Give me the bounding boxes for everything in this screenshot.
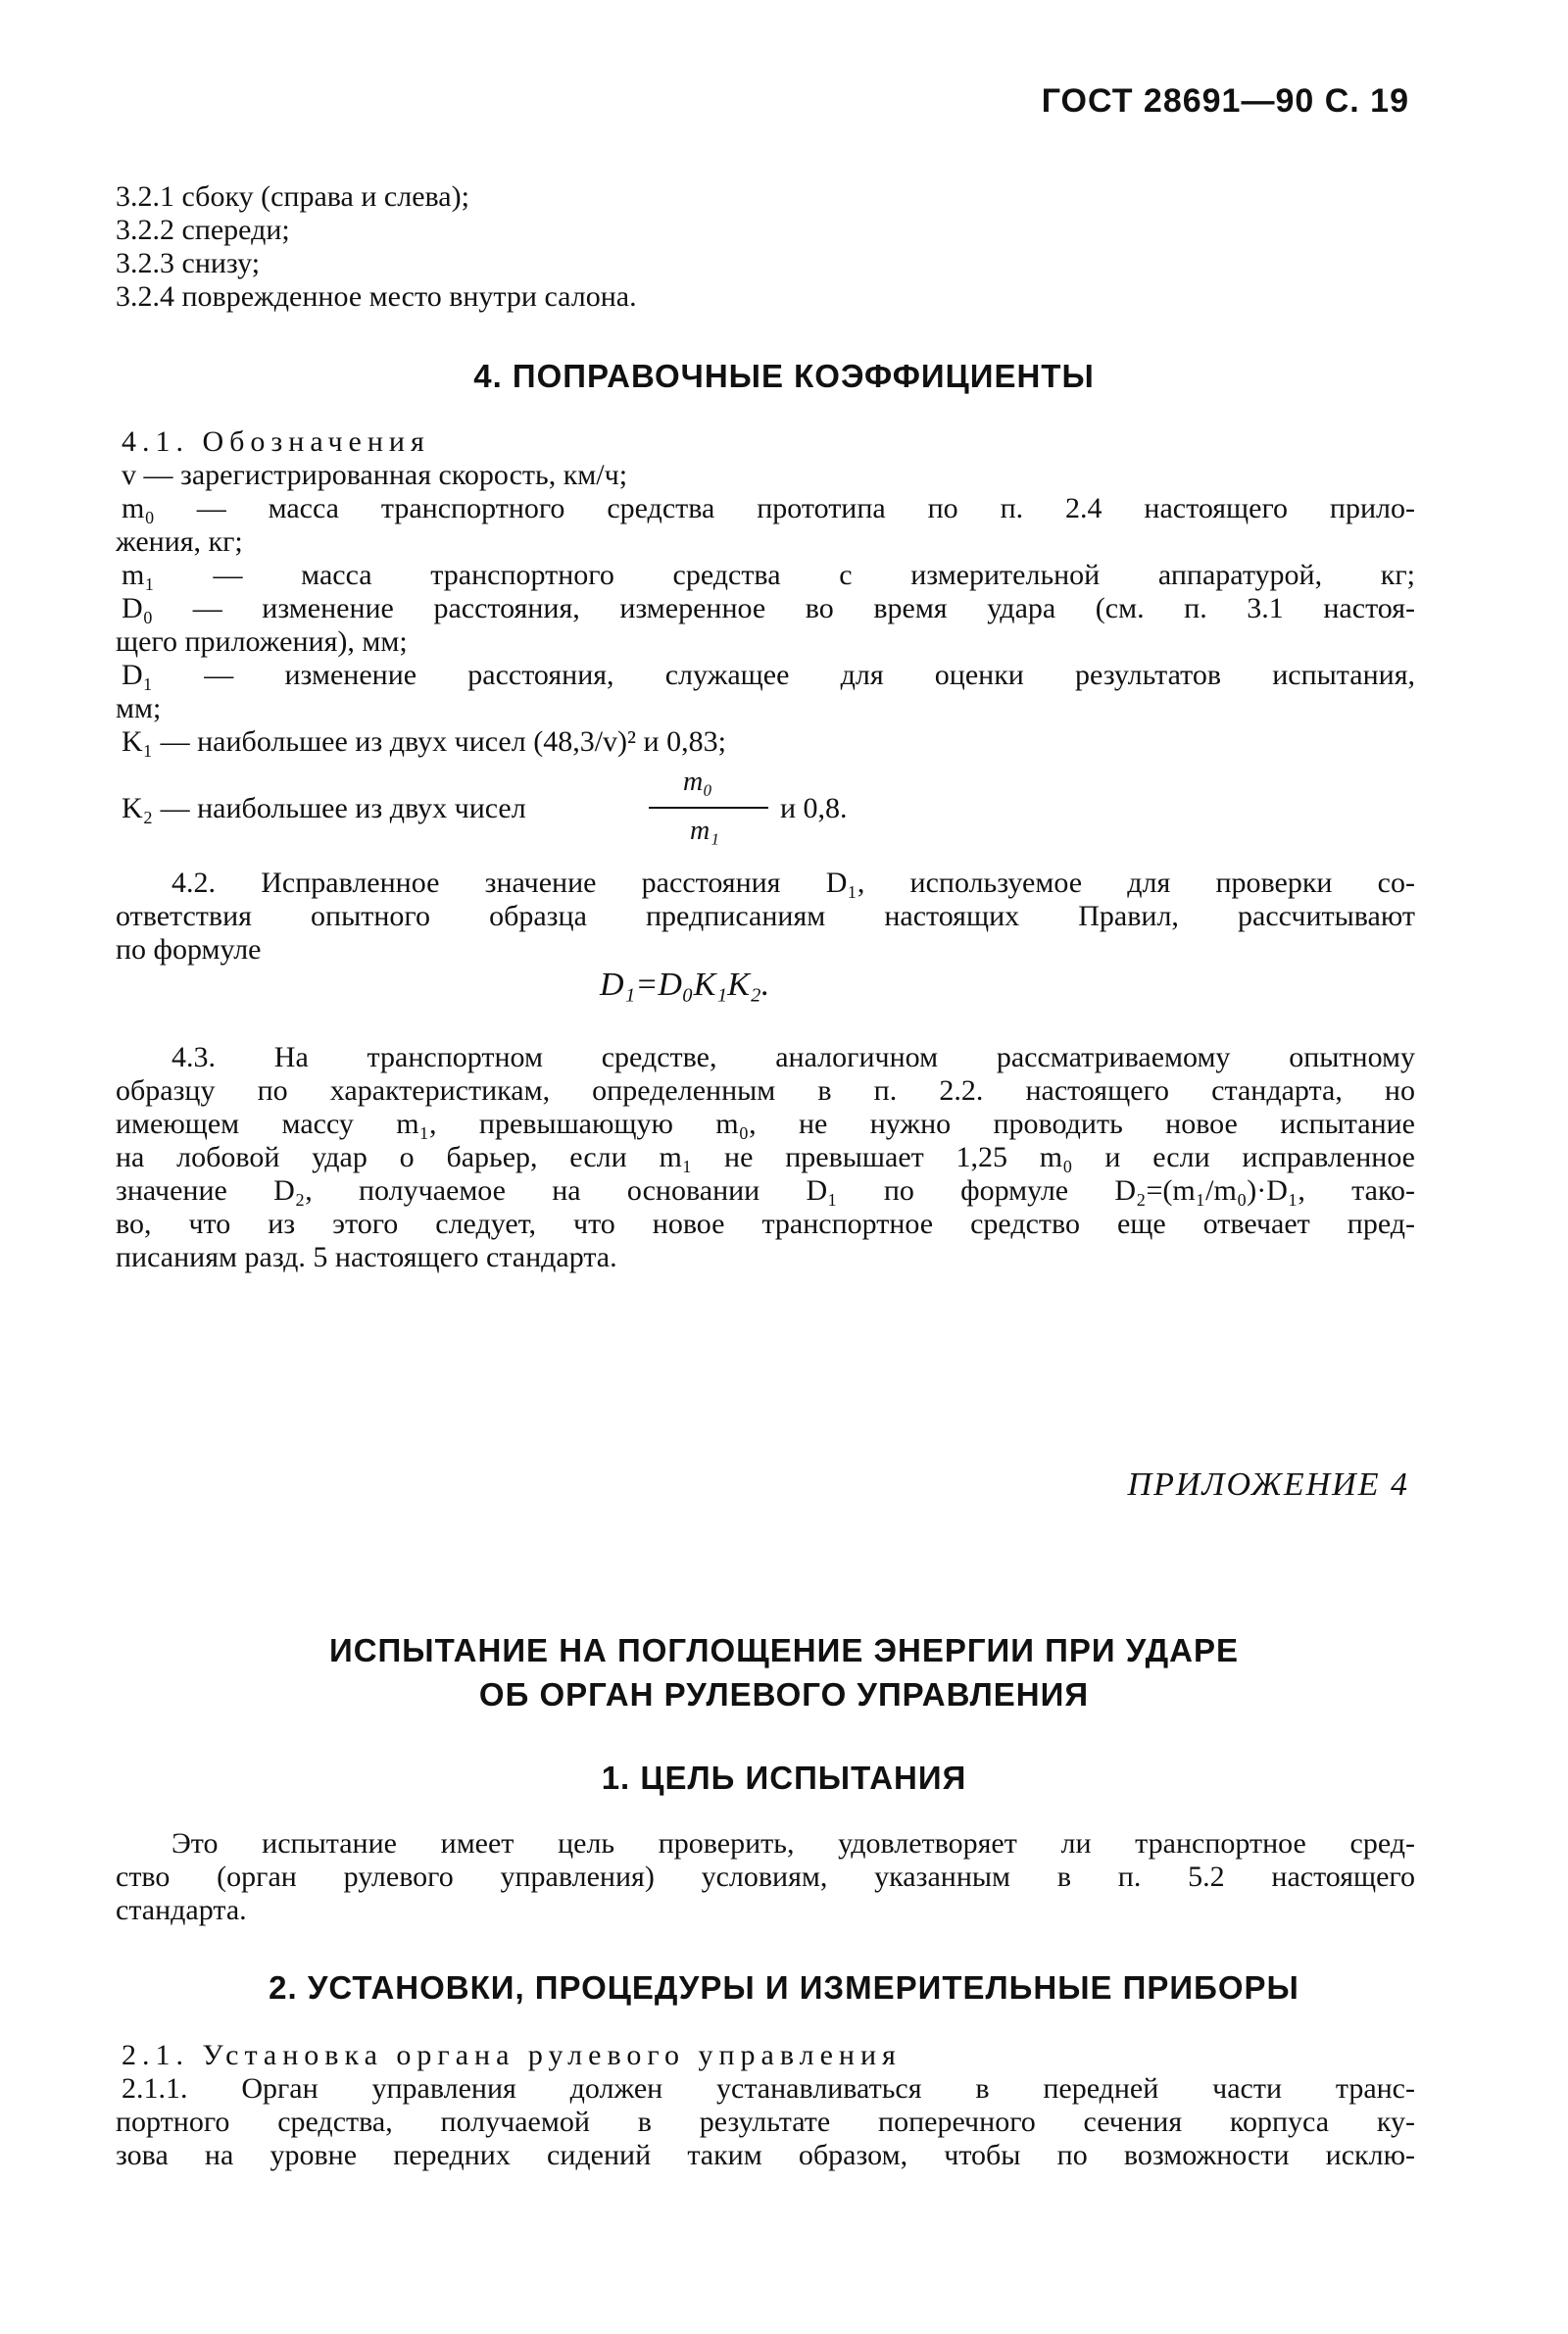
clause-2-1-1-line2: портного средства, получаемой в результате поперечного сечения корпуса ку- xyxy=(116,2106,1415,2138)
clause-4-3-line4: на лобовой удар о барьер, если m₁ не превышает 1,25 m₀ и если исправленное xyxy=(116,1141,1415,1173)
clause-2-1-1-line1: 2.1.1. Орган управления должен устанавливаться в передней части транс- xyxy=(122,2072,1415,2105)
definition-K2-tail: и 0,8. xyxy=(780,792,848,824)
definition-D0-line2: щего приложения), мм; xyxy=(116,625,408,658)
clause-4-2-line1: 4.2. Исправленное значение расстояния D₁, используемое для проверки со- xyxy=(172,867,1415,899)
definition-D1-line2: мм; xyxy=(116,692,162,724)
clause-4-3-line7: писаниям разд. 5 настоящего стандарта. xyxy=(116,1241,617,1273)
clause-4-2-line2: ответствия опытного образца предписаниям настоящих Правил, рассчитывают xyxy=(116,900,1415,932)
appendix-title-line2: ОБ ОРГАН РУЛЕВОГО УПРАВЛЕНИЯ xyxy=(478,1676,1090,1713)
clause-4-3-line3: имеющем массу m₁, превышающую m₀, не нужно проводить новое испытание xyxy=(116,1108,1415,1140)
definition-D1-line1: D₁ — изменение расстояния, служащее для оценки результатов испытания, xyxy=(122,659,1415,691)
section-1-line2: ство (орган рулевого управления) условиям, указанным в п. 5.2 настоящего xyxy=(116,1861,1415,1893)
list-item-3-2-1: 3.2.1 сбоку (справа и слева); xyxy=(116,180,469,213)
list-item-3-2-2: 3.2.2 спереди; xyxy=(116,214,290,246)
list-item-3-2-3: 3.2.3 снизу; xyxy=(116,247,261,279)
definition-m1: m₁ — масса транспортного средства с измерительной аппаратурой, кг; xyxy=(122,559,1415,591)
appendix-title-line1: ИСПЫТАНИЕ НА ПОГЛОЩЕНИЕ ЭНЕРГИИ ПРИ УДАРЕ xyxy=(329,1632,1239,1668)
definition-m0-line2: жения, кг; xyxy=(116,525,243,558)
definition-v: v — зарегистрированная скорость, км/ч; xyxy=(122,459,628,491)
clause-4-3-line6: во, что из этого следует, что новое транспортное средство еще отвечает пред- xyxy=(116,1208,1415,1240)
clause-4-1-title: 4.1. Обозначения xyxy=(122,425,430,458)
clause-4-2-line3: по формуле xyxy=(116,933,262,966)
fraction-numerator: m₀ xyxy=(683,767,712,797)
section-1-line3: стандарта. xyxy=(116,1894,247,1926)
list-item-3-2-4: 3.2.4 поврежденное место внутри салона. xyxy=(116,280,637,313)
clause-4-3-line5: значение D₂, получаемое на основании D₁ по формуле D₂=(m₁/m₀)·D₁, тако- xyxy=(116,1174,1415,1207)
appendix-label: ПРИЛОЖЕНИЕ 4 xyxy=(1127,1466,1409,1503)
section-1-title: 1. ЦЕЛЬ ИСПЫТАНИЯ xyxy=(601,1760,967,1796)
section-1-line1: Это испытание имеет цель проверить, удовлетворяет ли транспортное сред- xyxy=(172,1827,1415,1860)
section-2-title: 2. УСТАНОВКИ, ПРОЦЕДУРЫ И ИЗМЕРИТЕЛЬНЫЕ ПРИБОРЫ xyxy=(269,1969,1299,2006)
clause-2-1-title: 2.1. Установка органа рулевого управления xyxy=(122,2039,902,2071)
definition-m0-line1: m₀ — масса транспортного средства прототипа по п. 2.4 настоящего прило- xyxy=(122,492,1415,524)
page-header: ГОСТ 28691—90 С. 19 xyxy=(1041,82,1409,120)
correction-formula: D₁=D₀K₁K₂. xyxy=(600,967,770,1003)
section-4-title: 4. ПОПРАВОЧНЫЕ КОЭФФИЦИЕНТЫ xyxy=(473,358,1095,394)
definition-K2-text: K₂ — наибольшее из двух чисел xyxy=(122,792,526,824)
clause-4-3-line2: образцу по характеристикам, определенным в п. 2.2. настоящего стандарта, но xyxy=(116,1074,1415,1107)
fraction-denominator: m₁ xyxy=(690,816,719,846)
fraction-bar xyxy=(649,807,768,809)
definition-K1: K₁ — наибольшее из двух чисел (48,3/v)² и 0,83; xyxy=(122,725,726,758)
clause-2-1-1-line3: зова на уровне передних сидений таким образом, чтобы по возможности исклю- xyxy=(116,2139,1415,2171)
clause-4-3-line1: 4.3. На транспортном средстве, аналогичном рассматриваемому опытному xyxy=(172,1041,1415,1073)
definition-D0-line1: D₀ — изменение расстояния, измеренное во время удара (см. п. 3.1 настоя- xyxy=(122,592,1415,624)
